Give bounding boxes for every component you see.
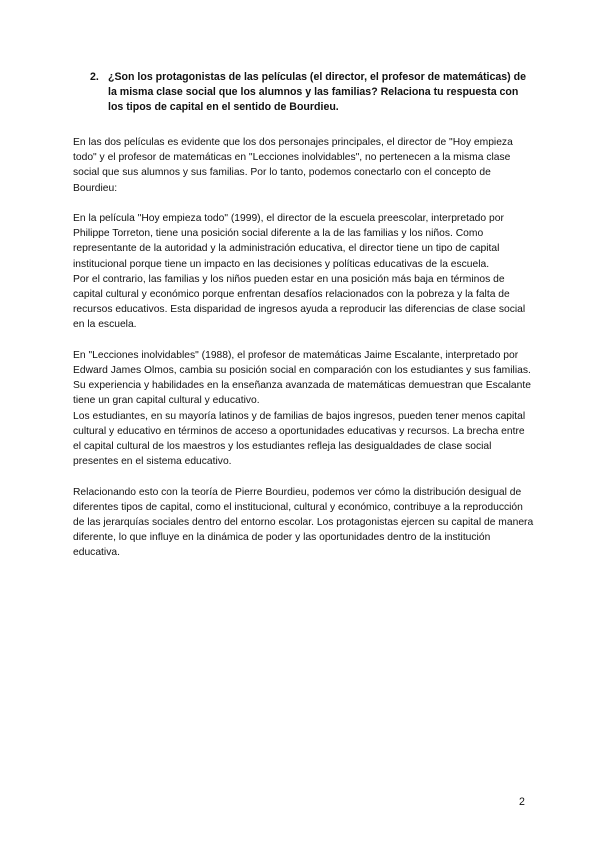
paragraph-bourdieu-conclusion: Relacionando esto con la teoría de Pierre Bourdieu, podemos ver cómo la distribución desigual de diferentes tipos de capital, como el institucional, cultural y económico, contribuye a la reproducción de las jerarquías sociales dentro del entorno escolar. Los protagonistas ejercen su capital de manera diferente, lo que influye en la dinámica de poder y las oportunidades dentro de la institución educativa. (73, 486, 534, 559)
question-text: ¿Son los protagonistas de las películas (el director, el profesor de matemáticas) de la misma clase social que los alumnos y las familias? Relaciona tu respuesta con los tipos de capital en el sentido de Bourdieu. (108, 71, 526, 113)
answer-body (73, 135, 535, 576)
paragraph-familias-ninos: Por el contrario, las familias y los niños pueden estar en una posición más baja en términos de capital cultural y económico porque enfrentan desafíos relacionados con la pobreza y la falta de recursos educativos. Esta disparidad de ingresos ayuda a reproducir las diferencias de clase social en la escuela. (73, 273, 526, 331)
intro-paragraph: En las dos películas es evidente que los dos personajes principales, el director de "Hoy empieza todo" y el profesor de matemáticas en "Lecciones inolvidables", no pertenecen a la misma clase social que sus alumnos y sus familias. Por lo tanto, podemos conectarlo con el concepto de Bourdieu: (73, 137, 513, 194)
page-number: 2 (519, 796, 525, 808)
paragraph-estudiantes: Los estudiantes, en su mayoría latinos y de familias de bajos ingresos, pueden tener menos capital cultural y educativo en términos de acceso a oportunidades educativas y recursos. La brecha entre el capital cultural de los maestros y los estudiantes refleja las desigualdades de clase social presentes en el sistema educativo. (73, 410, 526, 468)
paragraph-hoy-empieza-todo: En la película "Hoy empieza todo" (1999), el director de la escuela preescolar, interpretado por Philippe Torreton, tiene una posición social diferente a la de las familias y los niños. Como representante de la autoridad y la administración educativa, el director tiene un tipo de capital institucional porque tiene un impacto en las decisiones y políticas educativas de la escuela. (73, 213, 504, 270)
paragraph-lecciones-inolvidables: En "Lecciones inolvidables" (1988), el profesor de matemáticas Jaime Escalante, interpretado por Edward James Olmos, cambia su posición social en comparación con los estudiantes y sus familias. Su experiencia y habilidades en la enseñanza avanzada de matemáticas demuestran que Escalante tiene un gran capital cultural y educativo. (73, 349, 531, 407)
question-heading (90, 70, 530, 115)
question-number: 2. (90, 71, 99, 83)
